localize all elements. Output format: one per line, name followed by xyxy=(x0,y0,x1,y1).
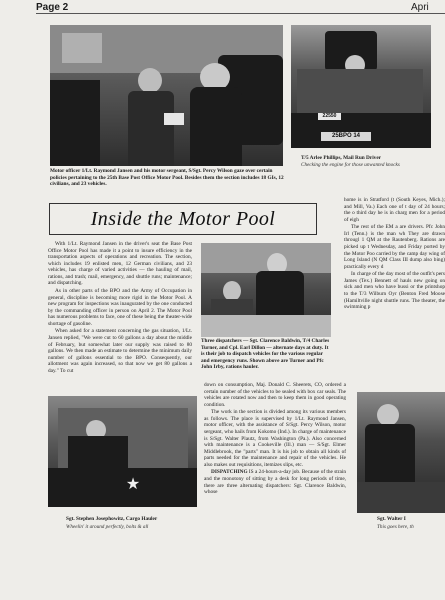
col2-paragraph: The work in the section is divided among its various members as follows. The place is supervised by 1/Lt. Raymond Jansen, motor officer, with the assistance of S/Sgt. Percy Wilson, motor sergeant, who hails from Kokomo (Ind.). In charge of maintenance is S/Sgt. Walter Plautz, from Washington (Pa.). Also concerned with maintenance is a Cookeville (Ill.) man — S/Sgt. Elmer Middlebrook, the "parts" man. It is his job to obtain all kinds of parts needed for the maintenance and repair of the vehicles. He also makes out requisitions, itemizes slips, etc. xyxy=(204,409,346,468)
license-plate-upper: 22550 xyxy=(318,113,341,120)
col3-paragraph: home is in Stratford (t (South Keyes, Mich.); and Mill, Va.) Each one of t day of 24 hours; the o third day he is in charg men for a period of eigh xyxy=(344,197,445,223)
header-rule xyxy=(36,13,445,14)
photo-walter xyxy=(357,392,445,513)
photo-mail-run-driver xyxy=(291,25,431,148)
publication-date-fragment: Apri xyxy=(411,2,429,13)
col2-tail-paragraph xyxy=(204,469,346,495)
col2-dispatching-lead: DISPATCHING xyxy=(211,469,248,476)
col1-paragraph: When asked for a statement concerning the gas situation, 1/Lt. Jansen replied, "We were cut to 60 gallons a day about the middle of February, but somewhat later our supply was raised to 80 gallons. We then made an estimate to determine the minimum daily number of gallons essential to the BPO. Consequently, our allotment was again increased, so that now we get 80 gallons a day." To cut xyxy=(48,328,192,374)
col2-paragraph: down on consumption, Maj. Donald C. Sheerets, CO, ordered a certain number of the vehicles to be sealed with box car seals. The vehicles are rotated now and then to keep them in good operating condition. xyxy=(204,382,346,408)
article-column-1 xyxy=(48,241,192,387)
caption-mail-run-driver: T/5 Arlee Phillips, Mail Run Driver xyxy=(301,155,382,161)
col3-paragraph: In charge of the day most of the outfit's pers James (Tex.) Bennett of hauls new going on sick and men who have bussi or the printshop to the T/3 Wilburn Oyr (Benton Fred Moose (Hamiltville night shuttle runs. The theater, the swimming p xyxy=(344,271,445,311)
page-number: Page 2 xyxy=(36,2,69,13)
col1-paragraph: With 1/Lt. Raymond Jansen in the driver's seat the Base Post Office Motor Pool has made it a point to insure efficiency in the transportation aspects of operations and recreation. The section, which includes 19 enlisted men, 12 German civilians, and 23 vehicles, has charge of varied activities — the hauling of mail, rations, and trash; mail, emergency, and shuttle runs; maintenance; and dispatching. xyxy=(48,241,192,287)
credit-cargo-hauler: Wheelin' it around perfectly, bolts & all xyxy=(66,524,149,530)
photo-cargo-hauler xyxy=(48,396,197,507)
col2-dispatching-text: IS a 24-hours-a-day job. Because of the strain and the monotony of sitting by a desk for long periods of time, there are three alternating dispatchers: Sgt. Clarence Baldwin, whose xyxy=(204,469,346,496)
credit-mail-run-driver: Checking the engine for those unwanted knocks xyxy=(301,162,400,168)
article-column-3 xyxy=(344,197,445,392)
caption-walter: Sgt. Walter I xyxy=(377,516,406,522)
article-title: Inside the Motor Pool xyxy=(90,208,276,230)
photo-dispatchers xyxy=(201,243,331,337)
caption-motor-officer: Motor officer 1/Lt. Raymond Jansen and his motor sergeant, S/Sgt. Percy Wilson gaze over certain policies pertaining to the 25th Base Post Office Motor Pool. Besides them the section includes 18 GIs, 12 civilians, and 23 vehicles. xyxy=(50,168,284,188)
article-column-2 xyxy=(204,382,346,535)
col3-paragraph: The rest of the EM a are drivers. Pfc John Irl (Tenn.) is the man wh They are drawn througl 1 QM at the Rautenberg. Rations are picked up t Wednesday, and Friday ported by the Motor Poo carried by the camp day wing of Long Island (N QM Class III dump also bing) practically every d xyxy=(344,224,445,270)
license-plate-lower: 25BPO 14 xyxy=(321,132,371,141)
photo-motor-officer-and-sergeant xyxy=(50,25,283,166)
article-title-box xyxy=(49,203,317,235)
caption-cargo-hauler: Sgt. Stephen Josephowitz, Cargo Hauler xyxy=(66,516,158,522)
caption-dispatchers: Three dispatchers — Sgt. Clarence Baldwin, T/4 Charles Turner, and Cpl. Earl Dillon — alternate days at duty. It is their job to dispatch vehicles for the various regular and emergency runs. Shown above are Turner and Pfc John Irby, rations hauler. xyxy=(201,338,330,371)
col1-paragraph: As in other parts of the BPO and the Army of Occupation in general, discipline is becoming more rigid in the Motor Pool. A new program for inspections was inaugurated by the one conducted by the commanding officer in person on April 2. The Motor Pool has numerous problems to face, one of these being the theater-wide shortage of gasoline. xyxy=(48,288,192,327)
credit-walter: This goes here, th xyxy=(377,524,414,530)
white-star-insignia: ★ xyxy=(125,476,141,493)
